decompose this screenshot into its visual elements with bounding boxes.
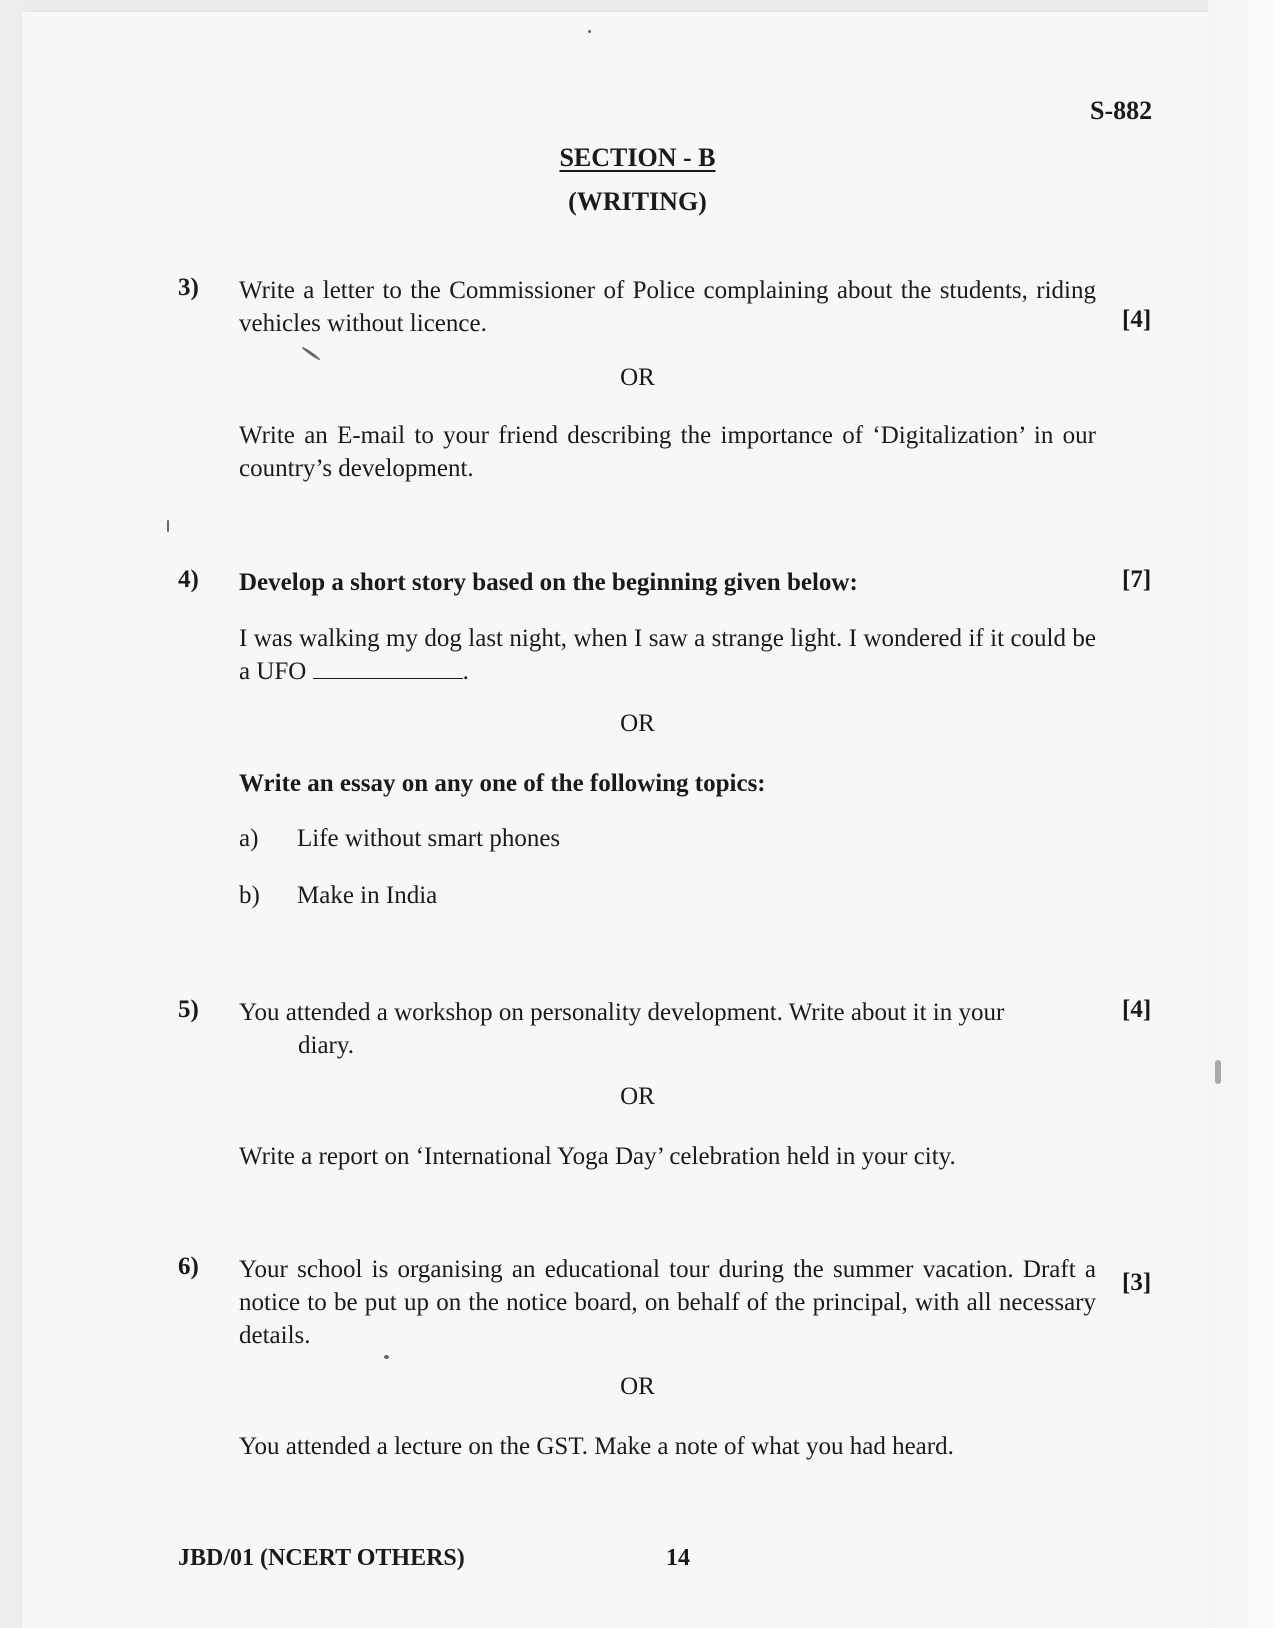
option-a: a) Life without smart phones [239,825,561,852]
paper-code: S-882 [1090,96,1153,125]
scan-speck [1215,1060,1221,1084]
alternative-text: Write a report on ‘International Yoga Day’ celebration held in your city. [239,1143,956,1170]
scan-speck [384,1355,389,1359]
question-text: Develop a short story based on the beginning given below: [239,569,858,596]
question-text: Your school is organising an educational tour during the summer vacation. Draft a notice to be put up on the notice board, on behalf of the principal, with all necessary details. [239,1256,1096,1349]
scan-speck [588,30,591,33]
section-title: SECTION - B [559,143,716,172]
alternative-text: You attended a lecture on the GST. Make a note of what you had heard. [239,1433,954,1460]
or-divider: OR [620,1083,655,1110]
scan-speck [167,520,169,532]
option-b: b) Make in India [239,882,438,909]
question-text: Write a letter to the Commissioner of Police complaining about the students, riding vehicles without licence. [239,277,1096,337]
section-subtitle: (WRITING) [568,187,707,216]
question-number: 4) [178,566,199,593]
question-marks: [3] [1122,1269,1152,1296]
answer-blank [313,658,463,679]
alternative-text: Write an E-mail to your friend describing the importance of ‘Digitalization’ in our country’s development. [239,422,1096,482]
or-divider: OR [620,364,655,391]
alternative-text: Write an essay on any one of the following topics: [239,770,766,797]
question-marks: [4] [1122,306,1152,333]
footer-course-code: JBD/01 (NCERT OTHERS) [178,1545,465,1571]
question-marks: [4] [1122,996,1152,1023]
question-number: 6) [178,1253,199,1280]
question-marks: [7] [1122,566,1152,593]
or-divider: OR [620,1373,655,1400]
question-number: 5) [178,996,199,1023]
page-number: 14 [666,1545,690,1571]
question-number: 3) [178,274,199,301]
story-beginning: I was walking my dog last night, when I saw a strange light. I wondered if it could be a UFO . [239,625,1096,685]
or-divider: OR [620,710,655,737]
question-text: You attended a workshop on personality development. Write about it in your diary. [239,999,1005,1059]
